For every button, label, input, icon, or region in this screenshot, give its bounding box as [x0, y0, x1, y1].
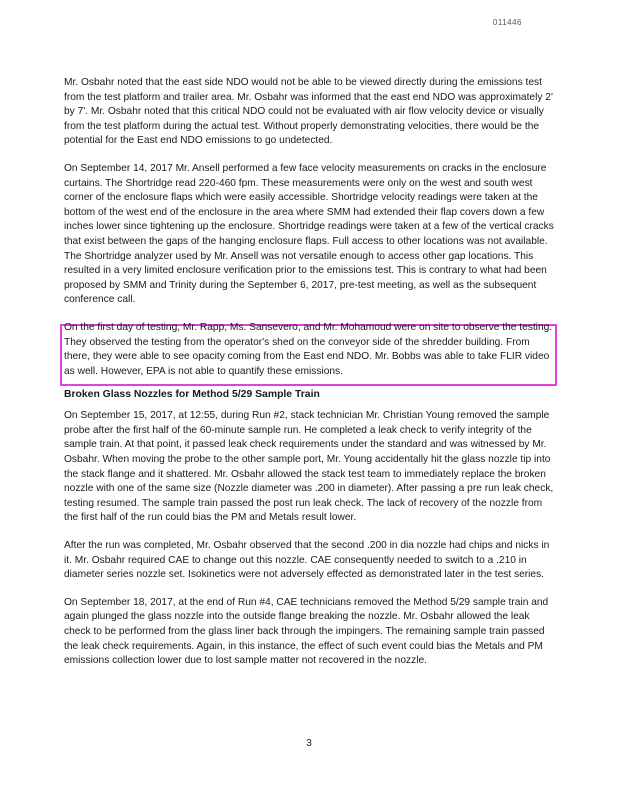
- paragraph: After the run was completed, Mr. Osbahr observed that the second .200 in dia nozzle had chips and nicks in it. Mr. Osbahr required CAE to change out this nozzle. CAE consequently needed to switch to a .210 in diameter series nozzle set. Isokinetics were not adversely effected as demonstrated later in the test series.: [64, 540, 550, 581]
- highlighted-paragraph: On the first day of testing, Mr. Rapp, Ms. Sansevero, and Mr. Mohamoud were on site to observe the testing. They observed the testing from the operator's shed on the conveyor side of the shredder building. From there, they were able to see opacity coming from the East end NDO. Mr. Bobbs was able to take FLIR video as well. However, EPA is not able to quantify these emissions.: [64, 321, 553, 377]
- page-number: 3: [306, 738, 312, 749]
- paragraph: On September 15, 2017, at 12:55, during Run #2, stack technician Mr. Christian Young removed the sample probe after the first half of the 60-minute sample run. He completed a leak check to verify integrity of the sample train. At that point, it passed leak check requirements under the standard and was witnessed by Mr. Osbahr. When moving the probe to the other sample port, Mr. Young accidentally hit the glass nozzle tip into the stack flange and it shattered. Mr. Osbahr allowed the stack test team to immediately replace the broken nozzle with one of the same size (Nozzle diameter was .200 in diameter). After passing a pre run leak check, testing resumed. The sample train passed the post run leak check. The lack of recovery of the nozzle from the first half of the run could bias the PM and Metals result lower.: [64, 410, 554, 524]
- section-heading: Broken Glass Nozzles for Method 5/29 Sample Train: [64, 389, 320, 401]
- paragraph: Mr. Osbahr noted that the east side NDO would not be able to be viewed directly during the emissions test from the test platform and trailer area. Mr. Osbahr was informed that the east end NDO was approximately 2' by 7'. Mr. Osbahr noted that this critical NDO could not be evaluated with air flow velocity device or visually from the test platform during the actual test. Without properly demonstrating velocities, there would be the potential for the East end NDO emissions to go undetected.: [64, 77, 553, 147]
- document-body: [64, 76, 554, 682]
- paragraph: On September 14, 2017 Mr. Ansell performed a few face velocity measurements on cracks in the enclosure curtains. The Shortridge read 220-460 fpm. These measurements were only on the west and south west corner of the enclosure flaps which were easily accessible. Shortridge velocity readings were taken at the bottom of the west end of the enclosure in the area where SMM had extended their flap covers down a few inches lower since tightening up the enclosure. Shortridge readings were taken at a few of the vertical cracks that exist between the gaps of the hanging enclosure flaps. Full access to other locations was not available. The Shortridge analyzer used by Mr. Ansell was not versatile enough to access other gap locations. This resulted in a very limited enclosure verification prior to the emissions test. This is contrary to what had been proposed by SMM and Trinity during the September 6, 2017, pre-test meeting, as well as the subsequent conference call.: [64, 162, 554, 306]
- bates-number: 011446: [492, 18, 522, 27]
- paragraph: On September 18, 2017, at the end of Run #4, CAE technicians removed the Method 5/29 sample train and again plunged the glass nozzle into the outside flange breaking the nozzle. Mr. Osbahr allowed the leak check to be performed from the glass liner back through the impingers. The remaining sample train passed the leak check requirements. Again, in this instance, the effect of such event could bias the Metals and PM emissions collection lower due to lost sample matter not recovered in the nozzle.: [64, 596, 549, 667]
